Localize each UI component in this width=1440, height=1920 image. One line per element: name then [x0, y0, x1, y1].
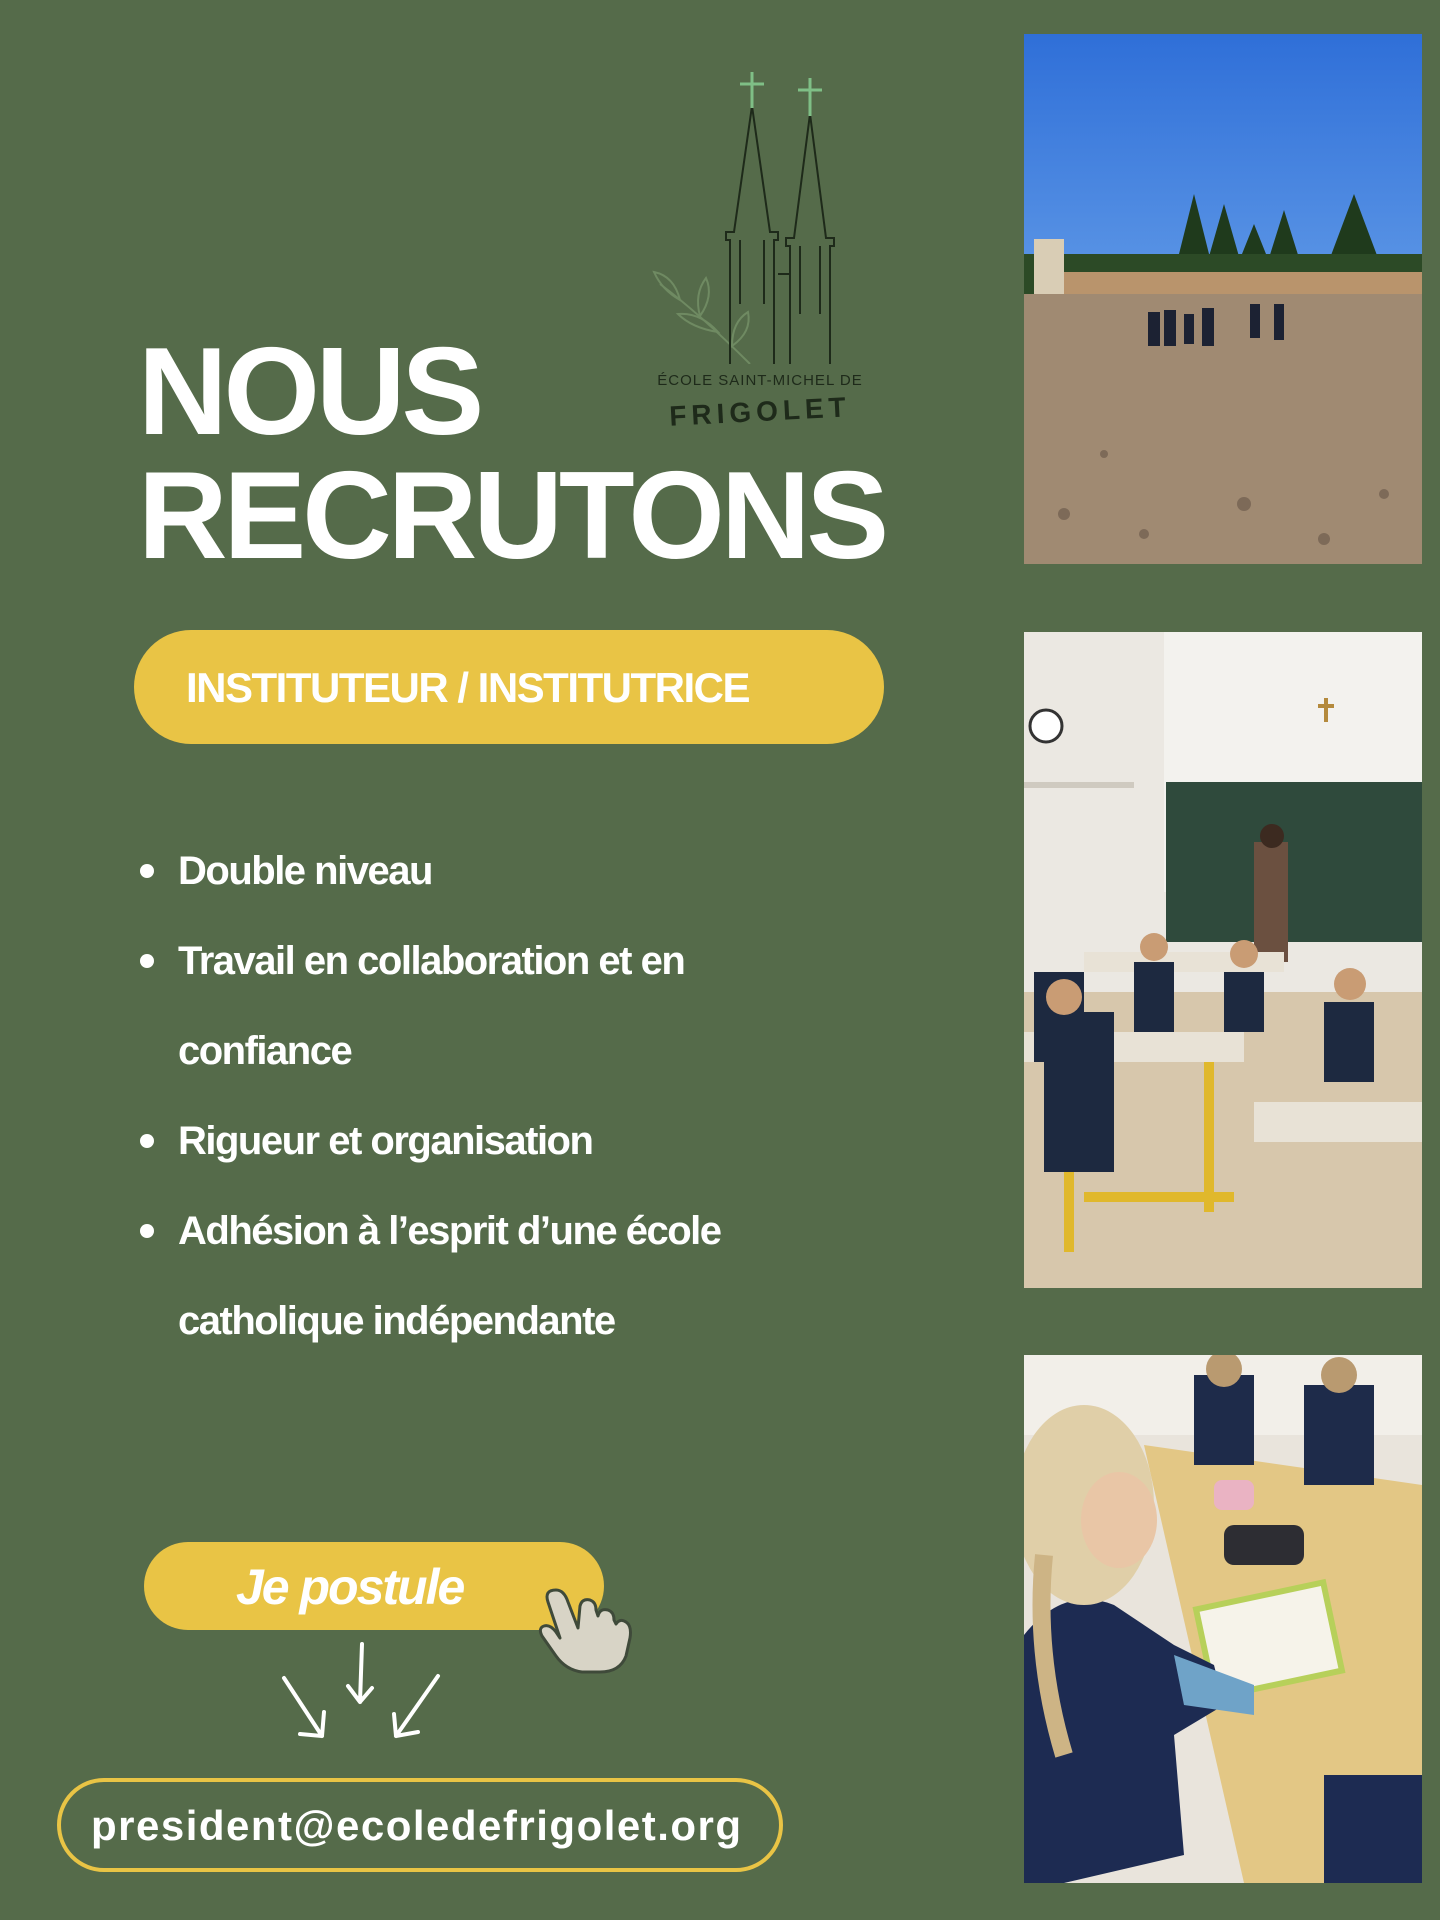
church-towers-icon — [640, 64, 880, 364]
list-item: Adhésion à l’esprit d’une école catholique indépendante — [138, 1186, 838, 1366]
photo-student-writing — [1024, 1355, 1422, 1883]
page-title — [138, 323, 886, 585]
job-title-badge — [134, 630, 884, 744]
apply-button-label: Je postule — [236, 1559, 464, 1615]
down-arrows-icon — [270, 1636, 450, 1746]
logo-school-name: ÉCOLE SAINT-MICHEL DE — [657, 372, 863, 389]
photo-schoolyard — [1024, 34, 1422, 564]
headline-line-1: NOUS — [138, 323, 481, 461]
email-contact[interactable] — [57, 1778, 783, 1872]
email-address: president@ecoledefrigolet.org — [91, 1802, 743, 1849]
headline-line-2: RECRUTONS — [138, 447, 886, 585]
list-item: Travail en collaboration et en confiance — [138, 916, 838, 1096]
list-item: Rigueur et organisation — [138, 1096, 838, 1186]
list-item: Double niveau — [138, 826, 838, 916]
photo-classroom-teacher — [1024, 632, 1422, 1288]
pointing-hand-icon — [508, 1546, 658, 1676]
logo-location-name: FRIGOLET — [668, 391, 852, 432]
requirements-list — [138, 826, 838, 1366]
job-title-text: INSTITUTEUR / INSTITUTRICE — [186, 664, 749, 711]
